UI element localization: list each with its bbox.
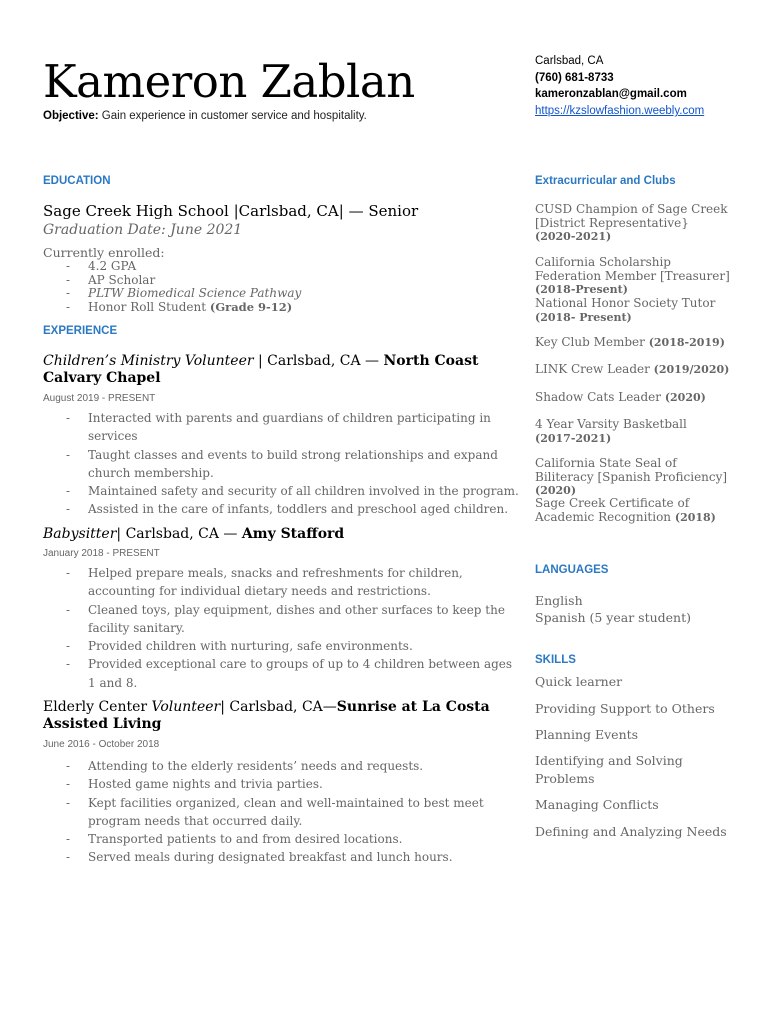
job-organization: Amy Stafford — [241, 526, 345, 542]
job-location: | Carlsbad, CA — — [116, 526, 242, 542]
list-item: - Taught classes and events to build strong relationships and expand church membership. — [66, 447, 498, 480]
job-organization: Sunrise at La Costa Assisted Living — [43, 699, 490, 732]
club-item: 4 Year Varsity Basketball (2017-2021) — [535, 417, 687, 445]
list-item: - Attending to the elderly residents’ needs and requests. — [66, 759, 424, 773]
education-heading: EDUCATION — [43, 175, 111, 187]
club-item: Sage Creek Certificate of Academic Recognition (2018) — [535, 496, 716, 524]
language-item: English — [535, 593, 583, 608]
school-line — [43, 200, 513, 222]
club-item: Shadow Cats Leader (2020) — [535, 390, 706, 404]
list-item: - Interacted with parents and guardians of children participating in services — [66, 411, 491, 444]
list-item: - Provided children with nurturing, safe environments. — [66, 639, 413, 654]
job-organization: North Coast Calvary Chapel — [43, 353, 479, 386]
enrolled-label: Currently enrolled: — [43, 245, 165, 260]
list-item: - Cleaned toys, play equipment, dishes and other surfaces to keep the facility sanitary. — [66, 602, 505, 635]
contact-website-link[interactable]: https://kzslowfashion.weebly.com — [535, 105, 705, 118]
job-dates-2: January 2018 - PRESENT — [43, 548, 160, 559]
objective-label: Objective: — [43, 110, 99, 122]
language-item: Spanish (5 year student) — [535, 610, 692, 625]
contact-email[interactable]: kameronzablan@gmail.com — [535, 88, 687, 101]
club-item: California Scholarship Federation Member [Treasurer] (2018-Present) — [535, 255, 730, 296]
job-title-2 — [43, 526, 518, 543]
skill-item: Providing Support to Others — [535, 701, 715, 716]
list-item: - Maintained safety and security of all children involved in the program. — [66, 484, 519, 499]
skill-item: Identifying and Solving Problems — [535, 753, 683, 786]
contact-phone: (760) 681-8733 — [535, 71, 614, 84]
skills-heading: SKILLS — [535, 654, 576, 666]
job-role: Volunteer — [151, 699, 221, 715]
objective-text: Gain experience in customer service and hospitality. — [98, 110, 367, 122]
candidate-name: Kameron Zablan — [43, 55, 415, 108]
languages-heading: LANGUAGES — [535, 564, 609, 576]
club-item: LINK Crew Leader (2019/2020) — [535, 362, 730, 376]
objective-line — [43, 110, 367, 122]
list-item: - Assisted in the care of infants, toddlers and preschool aged children. — [66, 502, 509, 517]
club-item: Key Club Member (2018-2019) — [535, 335, 725, 349]
club-item: National Honor Society Tutor (2018- Present) — [535, 296, 716, 324]
job-location: | Carlsbad, CA— — [220, 699, 337, 715]
contact-block — [535, 53, 704, 120]
job-role: Babysitter — [43, 526, 117, 542]
skill-item: Planning Events — [535, 727, 639, 742]
list-item: - Transported patients to and from desired locations. — [66, 832, 403, 847]
job-role: Children’s Ministry Volunteer — [43, 353, 254, 369]
skill-item: Defining and Analyzing Needs — [535, 824, 727, 839]
list-item: - Helped prepare meals, snacks and refreshments for children, accounting for individual dietary needs and restrictions. — [66, 566, 463, 599]
education-list — [43, 260, 513, 315]
list-item: - Provided exceptional care to groups of up to 4 children between ages 1 and 8. — [66, 657, 513, 690]
club-item: California State Seal of Biliteracy [Spanish Proficiency] (2020) — [535, 456, 728, 497]
list-item: - PLTW Biomedical Science Pathway — [66, 286, 302, 301]
experience-heading: EXPERIENCE — [43, 325, 118, 337]
list-item: - Served meals during designated breakfast and lunch hours. — [66, 850, 453, 865]
job-title-3 — [43, 699, 518, 733]
list-item: - Kept facilities organized, clean and well-maintained to best meet program needs that occurred daily. — [66, 795, 484, 828]
list-item: - Honor Roll Student (Grade 9-12) — [66, 300, 293, 315]
skill-item: Quick learner — [535, 674, 623, 689]
job-dates-1: August 2019 - PRESENT — [43, 393, 156, 404]
education-entry — [43, 200, 513, 315]
job-bullets-3 — [43, 757, 523, 867]
list-item: - AP Scholar — [66, 272, 156, 287]
job-title-1 — [43, 353, 518, 387]
club-item: CUSD Champion of Sage Creek [District Representative} (2020-2021) — [535, 202, 728, 243]
school-name: Sage Creek High School — [43, 202, 229, 220]
school-location: |Carlsbad, CA| — Senior — [228, 202, 419, 220]
job-role-prefix: Elderly Center — [43, 699, 152, 715]
skill-item: Managing Conflicts — [535, 797, 659, 812]
job-location: | Carlsbad, CA — — [253, 353, 384, 369]
job-dates-3: June 2016 - October 2018 — [43, 739, 160, 750]
clubs-heading: Extracurricular and Clubs — [535, 175, 676, 187]
graduation-date: Graduation Date: June 2021 — [43, 222, 243, 238]
job-bullets-1 — [43, 409, 523, 519]
contact-location: Carlsbad, CA — [535, 55, 604, 67]
list-item: - Hosted game nights and trivia parties. — [66, 777, 323, 792]
job-bullets-2 — [43, 564, 523, 692]
list-item: - 4.2 GPA — [66, 259, 137, 273]
